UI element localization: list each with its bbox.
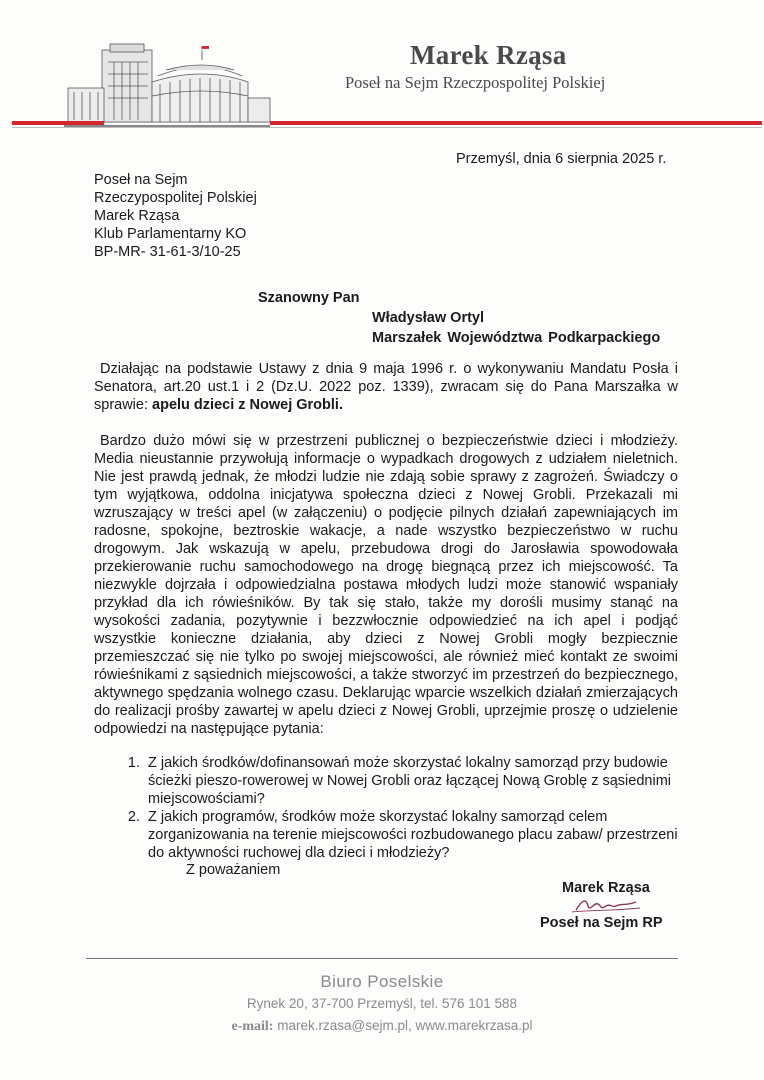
intro-text: Działając na podstawie Ustawy z dnia 9 maja 1996 r. o wykonywaniu Mandatu Posła i Senatora, art.20 ust.1 i 2 (Dz.U. 2022 poz. 1339), zwracam się do Pana Marszałka w sprawie: [94, 361, 678, 413]
recipient-name: Władysław Ortyl [372, 310, 485, 326]
question-item: 2. Z jakich programów, środków może skorzystać lokalny samorząd celem zorganizowania na terenie miejscowości rozbudowanego placu zabaw/ przestrzeni do aktywności ruchowej dla dzieci i młodzieży? [144, 808, 678, 862]
date-line: Przemyśl, dnia 6 sierpnia 2025 r. [456, 151, 667, 167]
footer-contact-links: marek.rzasa@sejm.pl, www.marekrzasa.pl [277, 1018, 533, 1033]
closing-phrase: Z poważaniem [186, 862, 281, 878]
sejm-building-logo-icon [62, 40, 274, 132]
body-paragraph-main: Bardzo dużo mówi się w przestrzeni publicznej o bezpieczeństwie dzieci i młodzieży. Media nieustannie przywołują informacje o wypadkach drogowych z udziałem nieletnich. Nie jest prawdą jednak, że młodzi ludzie nie zdają sobie sprawy z zagrożeń. Świadczy o tym wyjątkowa, oddolna inicjatywa społeczna dzieci z Nowej Grobli. Przekazali mi wzruszający w treści apel (w załączeniu) o podjęcie pilnych działań zapewniających im radosne, spokojne, beztroskie wakacje, a nade wszystko bezpieczeństwo w ruchu drogowym. Jak wskazują w apelu, przebudowa drogi do Jarosławia spowodowała przekierowanie ruchu samochodowego na drogę biegnącą przez ich miejscowość. Ta niezwykle dojrzała i odpowiedzialna postawa młodych ludzi może stanowić wspaniały przykład dla ich rówieśników. By tak się stało, także my dorośli musimy stanąć na wysokości zadania, pozytywnie i bezzwłocznie odpowiedzieć na ich apel i podjąć wszystkie konieczne działania, aby dzieci z Nowej Grobli mogły bezpiecznie przemieszczać się nie tylko po swojej miejscowości, ale również mieć kontakt ze swoimi rówieśnikami z sąsiednich miejscowości, a także stworzyć im przestrzeń do bezpiecznego, aktywnego spędzania wolnego czasu. Deklarując wparcie wszelkich działań zmierzających do realizacji prośby zawartej w apelu dzieci z Nowej Grobli, uprzejmie proszę o udzielenie odpowiedzi na następujące pytania: [94, 433, 678, 737]
letterhead-gray-rule [12, 127, 762, 128]
sender-line: Rzeczypospolitej Polskiej [94, 190, 257, 206]
signature-title: Poseł na Sejm RP [540, 915, 663, 931]
sender-reference: BP-MR- 31-61-3/10-25 [94, 244, 241, 260]
intro-subject: apelu dzieci z Nowej Grobli. [152, 397, 343, 413]
letterhead-subtitle: Poseł na Sejm Rzeczpospolitej Polskiej [345, 73, 606, 92]
footer-contact [0, 1018, 764, 1035]
email-label: e-mail: [231, 1019, 274, 1034]
recipient-title: Marszałek Województwa Podkarpackiego [372, 330, 661, 346]
question-item: 1. Z jakich środków/dofinansowań może skorzystać lokalny samorząd przy budowie ścieżki pieszo-rowerowej w Nowej Grobli oraz łączącej Nową Groblę z sąsiednimi miejscowościami? [144, 754, 678, 808]
handwritten-signature-icon [570, 894, 642, 916]
sender-line: Poseł na Sejm [94, 172, 188, 188]
letterhead-name: Marek Rząsa [410, 40, 567, 70]
footer-office-title: Biuro Poselskie [320, 972, 444, 991]
footer-address: Rynek 20, 37-700 Przemyśl, tel. 576 101 588 [246, 996, 518, 1011]
sender-block [94, 171, 257, 261]
sender-line: Klub Parlamentarny KO [94, 226, 247, 242]
letterhead-red-rule-left [12, 121, 104, 125]
signature-name: Marek Rząsa [562, 880, 650, 896]
letterhead-red-rule-right [270, 121, 762, 125]
questions-list [94, 754, 678, 862]
salutation: Szanowny Pan [258, 290, 360, 306]
body-paragraph-intro [94, 360, 678, 414]
footer-divider [86, 958, 678, 959]
sender-line: Marek Rząsa [94, 208, 180, 224]
